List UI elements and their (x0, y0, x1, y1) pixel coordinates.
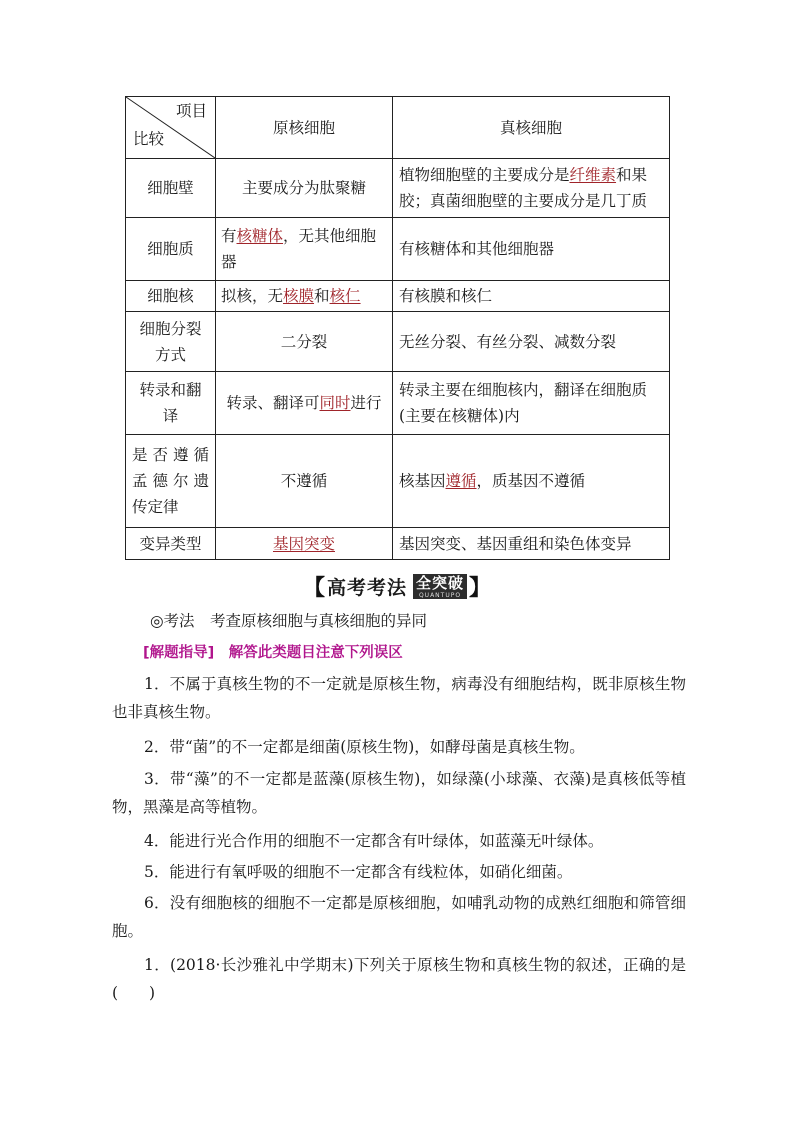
row-label: 细胞质 (126, 218, 216, 281)
euk-cell: 有核膜和核仁 (393, 281, 670, 312)
cell-text: 转录、翻译可 (226, 394, 320, 412)
prok-cell (216, 281, 393, 312)
prok-cell (216, 372, 393, 435)
table-row (126, 159, 670, 218)
table-row (126, 372, 670, 435)
cell-text: 植物细胞壁的主要成分是 (399, 166, 570, 184)
prok-cell (216, 218, 393, 281)
table-row (126, 528, 670, 560)
row-label: 细胞核 (126, 281, 216, 312)
euk-cell: 基因突变、基因重组和染色体变异 (393, 528, 670, 560)
header-eukaryote: 真核细胞 (393, 97, 670, 159)
banner-close-bracket: 】 (469, 575, 492, 601)
banner-badge-pinyin: QUANTUPO (413, 592, 467, 599)
underlined-keyword: 核仁 (329, 287, 361, 305)
euk-cell: 有核糖体和其他细胞器 (393, 218, 670, 281)
table-row (126, 435, 670, 528)
underlined-keyword: 核糖体 (236, 227, 284, 245)
misconception-point: 3．带“藻”的不一定都是蓝藻(原核生物)，如绿藻(小球藻、衣藻)是真核低等植物，黑藻是高等植物。 (112, 770, 686, 816)
cell-text: 进行 (350, 394, 382, 412)
cell-text: ，无其他细胞器 (221, 227, 377, 271)
prok-cell: 主要成分为肽聚糖 (216, 159, 393, 218)
header-prokaryote: 原核细胞 (216, 97, 393, 159)
underlined-keyword: 基因突变 (272, 534, 335, 553)
row-label: 细胞壁 (126, 159, 216, 218)
euk-cell (393, 159, 670, 218)
prok-cell: 不遵循 (216, 435, 393, 528)
table-row (126, 218, 670, 281)
prok-cell: 二分裂 (216, 312, 393, 372)
comparison-table (125, 96, 670, 560)
question-stem: 1．(2018·长沙雅礼中学期末)下列关于原核生物和真核生物的叙述，正确的是( ) (112, 956, 686, 1002)
table-header-row (126, 97, 670, 159)
prok-cell (216, 528, 393, 560)
underlined-keyword: 同时 (319, 394, 351, 412)
row-label-line: 传定律 (132, 498, 179, 516)
misconception-point: 4．能进行光合作用的细胞不一定都含有叶绿体，如蓝藻无叶绿体。 (144, 832, 604, 850)
euk-cell: 转录主要在细胞核内，翻译在细胞质(主要在核糖体)内 (393, 372, 670, 435)
cell-text: 核基因 (399, 472, 446, 490)
table-row (126, 312, 670, 372)
header-compare-label: 比较 (133, 130, 165, 148)
euk-cell: 无丝分裂、有丝分裂、减数分裂 (393, 312, 670, 372)
cell-text: 和 (314, 287, 330, 305)
cell-text: ，质基因不遵循 (476, 472, 586, 490)
misconception-point: 5．能进行有氧呼吸的细胞不一定都含有线粒体，如硝化细菌。 (144, 863, 573, 881)
row-label-line: 孟德尔遗 (132, 472, 209, 490)
banner-title: 高考考法 (326, 577, 407, 599)
misconception-point: 1．不属于真核生物的不一定就是原核生物，病毒没有细胞结构，既非原核生物也非真核生物。 (112, 675, 686, 721)
row-label-line: 是否遵循 (132, 446, 209, 464)
underlined-keyword: 核膜 (283, 287, 315, 305)
row-label: 变异类型 (126, 528, 216, 560)
cell-text: 有 (221, 227, 237, 245)
section-banner (0, 571, 794, 602)
row-label: 转录和翻译 (126, 372, 216, 435)
row-label: 细胞分裂方式 (126, 312, 216, 372)
euk-cell (393, 435, 670, 528)
method-heading: ◎考法 考查原核细胞与真核细胞的异同 (150, 612, 428, 630)
table-row (126, 281, 670, 312)
cell-text: 和果胶；真菌细胞壁的主要成分是几丁质 (399, 166, 648, 210)
diagonal-header-cell (126, 97, 216, 159)
misconception-point: 2．带“菌”的不一定都是细菌(原核生物)，如酵母菌是真核生物。 (144, 738, 585, 756)
guide-heading: [解题指导] 解答此类题目注意下列误区 (143, 645, 403, 661)
banner-badge-text: 全突破 (413, 574, 467, 592)
underlined-keyword: 遵循 (445, 472, 477, 490)
banner-open-bracket: 【 (302, 575, 325, 601)
header-item-label: 项目 (175, 102, 207, 120)
banner-badge (413, 574, 467, 599)
cell-text: 拟核，无 (221, 287, 284, 305)
underlined-keyword: 纤维素 (569, 166, 617, 184)
misconception-point: 6．没有细胞核的细胞不一定都是原核细胞，如哺乳动物的成熟红细胞和筛管细胞。 (112, 894, 686, 940)
row-label (126, 435, 216, 528)
